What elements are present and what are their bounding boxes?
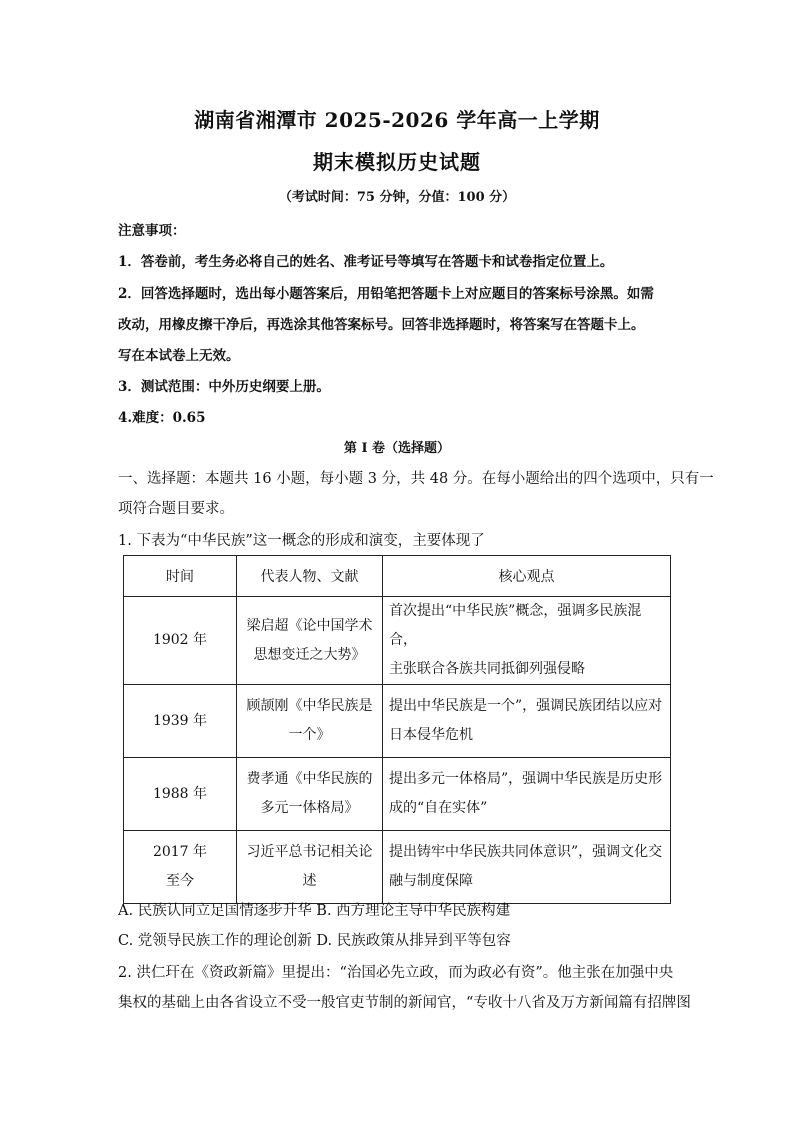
notice-item-2-line-1: 2．回答选择题时，选出每小题答案后，用铅笔把答题卡上对应题目的答案标号涂黑。如需 [118, 286, 654, 302]
notice-item-4: 4.难度：0.65 [118, 410, 206, 426]
cell-text: 多元一体格局》 [260, 800, 359, 816]
table-row [124, 758, 671, 831]
cell-time [124, 597, 237, 685]
section-intro-line-1: 一、选择题：本题共 16 小题，每小题 3 分，共 48 分。在每小题给出的四个选项中，只有一 [118, 471, 714, 487]
header-time: 时间 [124, 556, 237, 597]
notice-item-1: 1．答卷前，考生务必将自己的姓名、准考证号等填写在答题卡和试卷指定位置上。 [118, 254, 614, 270]
cell-time [124, 685, 237, 758]
concept-table [123, 555, 671, 904]
cell-text: 提出中华民族是一个”，强调民族团结以应对 [389, 698, 663, 714]
cell-text: 1939 年 [152, 712, 208, 729]
cell-text: 主张联合各族共同抵御列强侵略 [389, 661, 585, 677]
question-1-options-line-1: A. 民族认同立足国情逐步升华 B. 西方理论主导中华民族构建 [118, 903, 511, 919]
cell-view [383, 597, 671, 685]
cell-view [383, 758, 671, 831]
notice-item-2-line-3: 写在本试卷上无效。 [118, 348, 240, 364]
section-intro-line-2: 项符合题目要求。 [118, 501, 234, 517]
table-row [124, 597, 671, 685]
cell-text: 日本侵华危机 [389, 727, 473, 743]
cell-time [124, 831, 237, 904]
cell-text: 述 [302, 873, 317, 889]
cell-text: 思想变迁之大势》 [253, 646, 366, 663]
section-title: 第 I 卷（选择题） [343, 441, 451, 456]
cell-text: 2017 年 [152, 844, 208, 860]
question-2-stem-line-1: 2. 洪仁玕在《资政新篇》里提出：“治国必先立政，而为政必有资”。他主张在加强中央 [118, 965, 674, 981]
header-view: 核心观点 [383, 556, 671, 597]
cell-work [237, 597, 383, 685]
table-header-row [124, 556, 671, 597]
question-1-stem: 1. 下表为“中华民族”这一概念的形成和演变，主要体现了 [118, 533, 485, 549]
notice-item-2-line-2: 改动，用橡皮擦干净后，再选涂其他答案标号。回答非选择题时，将答案写在答题卡上。 [118, 317, 645, 333]
cell-text: 1902 年 [152, 632, 208, 648]
cell-text: 顾颉刚《中华民族是 [246, 698, 373, 714]
cell-work [237, 758, 383, 831]
question-1-options-line-2: C. 党领导民族工作的理论创新 D. 民族政策从排异到平等包容 [118, 933, 511, 949]
cell-text: 费孝通《中华民族的 [246, 771, 373, 787]
exam-info: （考试时间：75 分钟，分值：100 分） [278, 190, 516, 205]
cell-view [383, 831, 671, 904]
cell-text: 首次提出“中华民族”概念，强调多民族混合， [389, 603, 642, 648]
notice-item-3: 3．测试范围：中外历史纲要上册。 [118, 379, 330, 395]
cell-text: 一个》 [288, 727, 331, 743]
cell-text: 提出多元一体格局”，强调中华民族是历史形 [389, 771, 663, 787]
cell-work [237, 685, 383, 758]
table-row [124, 831, 671, 904]
cell-work [237, 831, 383, 904]
cell-text: 至今 [166, 873, 194, 889]
cell-text: 提出铸牢中华民族共同体意识”，强调文化交 [389, 844, 663, 860]
cell-text: 梁启超《论中国学术 [246, 617, 373, 634]
table-row [124, 685, 671, 758]
cell-text: 1988 年 [152, 785, 208, 802]
header-work: 代表人物、文献 [237, 556, 383, 597]
question-2-stem-line-2: 集权的基础上由各省设立不受一般官吏节制的新闻官，“专收十八省及万方新闻篇有招牌图 [118, 995, 691, 1011]
exam-title: 湖南省湘潭市 2025-2026 学年高一上学期 [194, 108, 600, 132]
cell-text: 融与制度保障 [389, 873, 473, 889]
cell-text: 习近平总书记相关论 [246, 844, 373, 860]
cell-text: 成的“自在实体” [389, 800, 488, 816]
cell-view [383, 685, 671, 758]
exam-subtitle: 期末模拟历史试题 [313, 150, 481, 174]
cell-time [124, 758, 237, 831]
notice-heading: 注意事项： [118, 223, 186, 239]
